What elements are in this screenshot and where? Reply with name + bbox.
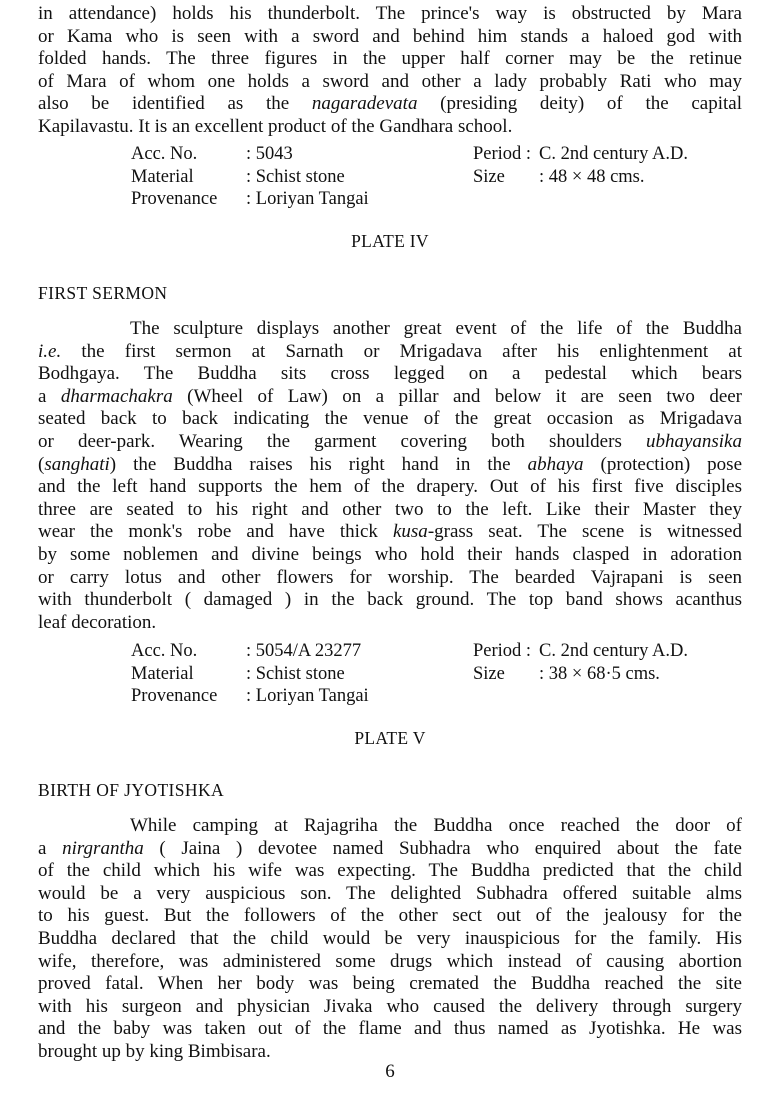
text-line: The sculpture displays another great event of the life of the Buddha <box>130 318 742 339</box>
text-line: folded hands. The three figures in the upper half corner may be the retinue <box>38 48 742 70</box>
text-line: Kapilavastu. It is an excellent product of the Gandhara school. <box>38 115 513 137</box>
birth-of-jyotishka-paragraph <box>38 815 742 1064</box>
provenance-label: Provenance <box>131 189 218 210</box>
period-label: Period : <box>473 641 532 661</box>
text-line: and the left hand supports the hem of the drapery. Out of his first five disciples <box>38 476 742 498</box>
text-line: of the child which his wife was expecting. The Buddha predicted that the child <box>38 860 742 882</box>
material-label: Material <box>131 166 194 187</box>
provenance-value: : Loriyan Tangai <box>246 189 369 210</box>
size-value: : 48 × 48 cms. <box>539 166 645 187</box>
size-label: Size <box>473 166 505 187</box>
text-line: a nirgrantha ( Jaina ) devotee named Subhadra who enquired about the fate <box>38 837 742 859</box>
text-line: seated back to back indicating the venue of the great occasion as Mrigadava <box>38 408 742 430</box>
text-line: with his surgeon and physician Jivaka who caused the delivery through surgery <box>38 995 742 1017</box>
text-line: by some noblemen and divine beings who hold their hands clasped in adoration <box>38 543 742 565</box>
text-line: proved fatal. When her body was being cremated the Buddha reached the site <box>38 973 742 995</box>
plate-v-label: PLATE V <box>354 728 426 748</box>
text-line: and the baby was taken out of the flame and thus named as Jyotishka. He was <box>38 1018 742 1040</box>
text-line: to his guest. But the followers of the other sect out of the jealousy for the <box>38 905 742 927</box>
size-label: Size <box>473 663 505 684</box>
text-line: or deer-park. Wearing the garment covering both shoulders ubhayansika <box>38 430 742 452</box>
plate-iii-metadata <box>131 143 751 211</box>
text-line: would be a very auspicious son. The delighted Subhadra offered suitable alms <box>38 882 742 904</box>
text-line: three are seated to his right and other two to the left. Like their Master they <box>38 498 742 520</box>
plate-iv-metadata <box>131 640 751 708</box>
text-line: While camping at Rajagriha the Buddha once reached the door of <box>130 815 742 836</box>
text-line: wear the monk's robe and have thick kusa-grass seat. The scene is witnessed <box>38 521 742 543</box>
text-line: brought up by king Bimbisara. <box>38 1040 271 1062</box>
material-label: Material <box>131 663 194 684</box>
first-sermon-paragraph <box>38 318 742 634</box>
text-line: or Kama who is seen with a sword and behind him stands a haloed god with <box>38 25 742 47</box>
text-line: wife, therefore, was administered some drugs which instead of causing abortion <box>38 950 742 972</box>
text-line: leaf decoration. <box>38 611 157 633</box>
page-number: 6 <box>385 1061 395 1082</box>
acc-no-label: Acc. No. <box>131 641 198 661</box>
text-line: also be identified as the nagaradevata (presiding deity) of the capital <box>38 93 742 115</box>
provenance-value: : Loriyan Tangai <box>246 686 369 707</box>
acc-no-value: : 5054/A 23277 <box>246 641 362 661</box>
text-line: Buddha declared that the child would be very inauspicious for the family. His <box>38 927 742 949</box>
period-value: C. 2nd century A.D. <box>539 641 689 661</box>
material-value: : Schist stone <box>246 166 345 187</box>
text-line: Bodhgaya. The Buddha sits cross legged on a pedestal which bears <box>38 363 742 385</box>
size-value: : 38 × 68·5 cms. <box>539 663 660 684</box>
text-line: of Mara of whom one holds a sword and other a lady probably Rati who may <box>38 70 742 92</box>
acc-no-value: : 5043 <box>246 144 293 164</box>
period-label: Period : <box>473 144 532 164</box>
material-value: : Schist stone <box>246 663 345 684</box>
text-line: i.e. the first sermon at Sarnath or Mrigadava after his enlightenment at <box>38 340 742 362</box>
text-line: in attendance) holds his thunderbolt. The prince's way is obstructed by Mara <box>38 3 742 24</box>
section-heading-birth-of-jyotishka: BIRTH OF JYOTISHKA <box>38 780 225 800</box>
provenance-label: Provenance <box>131 686 218 707</box>
text-line: or carry lotus and other flowers for worship. The bearded Vajrapani is seen <box>38 566 742 588</box>
period-value: C. 2nd century A.D. <box>539 144 689 164</box>
continued-paragraph <box>38 3 742 139</box>
text-line: a dharmachakra (Wheel of Law) on a pillar and below it are seen two deer <box>38 385 743 407</box>
text-line: (sanghati) the Buddha raises his right hand in the abhaya (protection) pose <box>38 453 743 475</box>
text-line: with thunderbolt ( damaged ) in the back ground. The top band shows acanthus <box>38 589 742 611</box>
section-heading-first-sermon: FIRST SERMON <box>38 283 168 303</box>
acc-no-label: Acc. No. <box>131 144 198 164</box>
plate-iv-label: PLATE IV <box>351 231 429 251</box>
